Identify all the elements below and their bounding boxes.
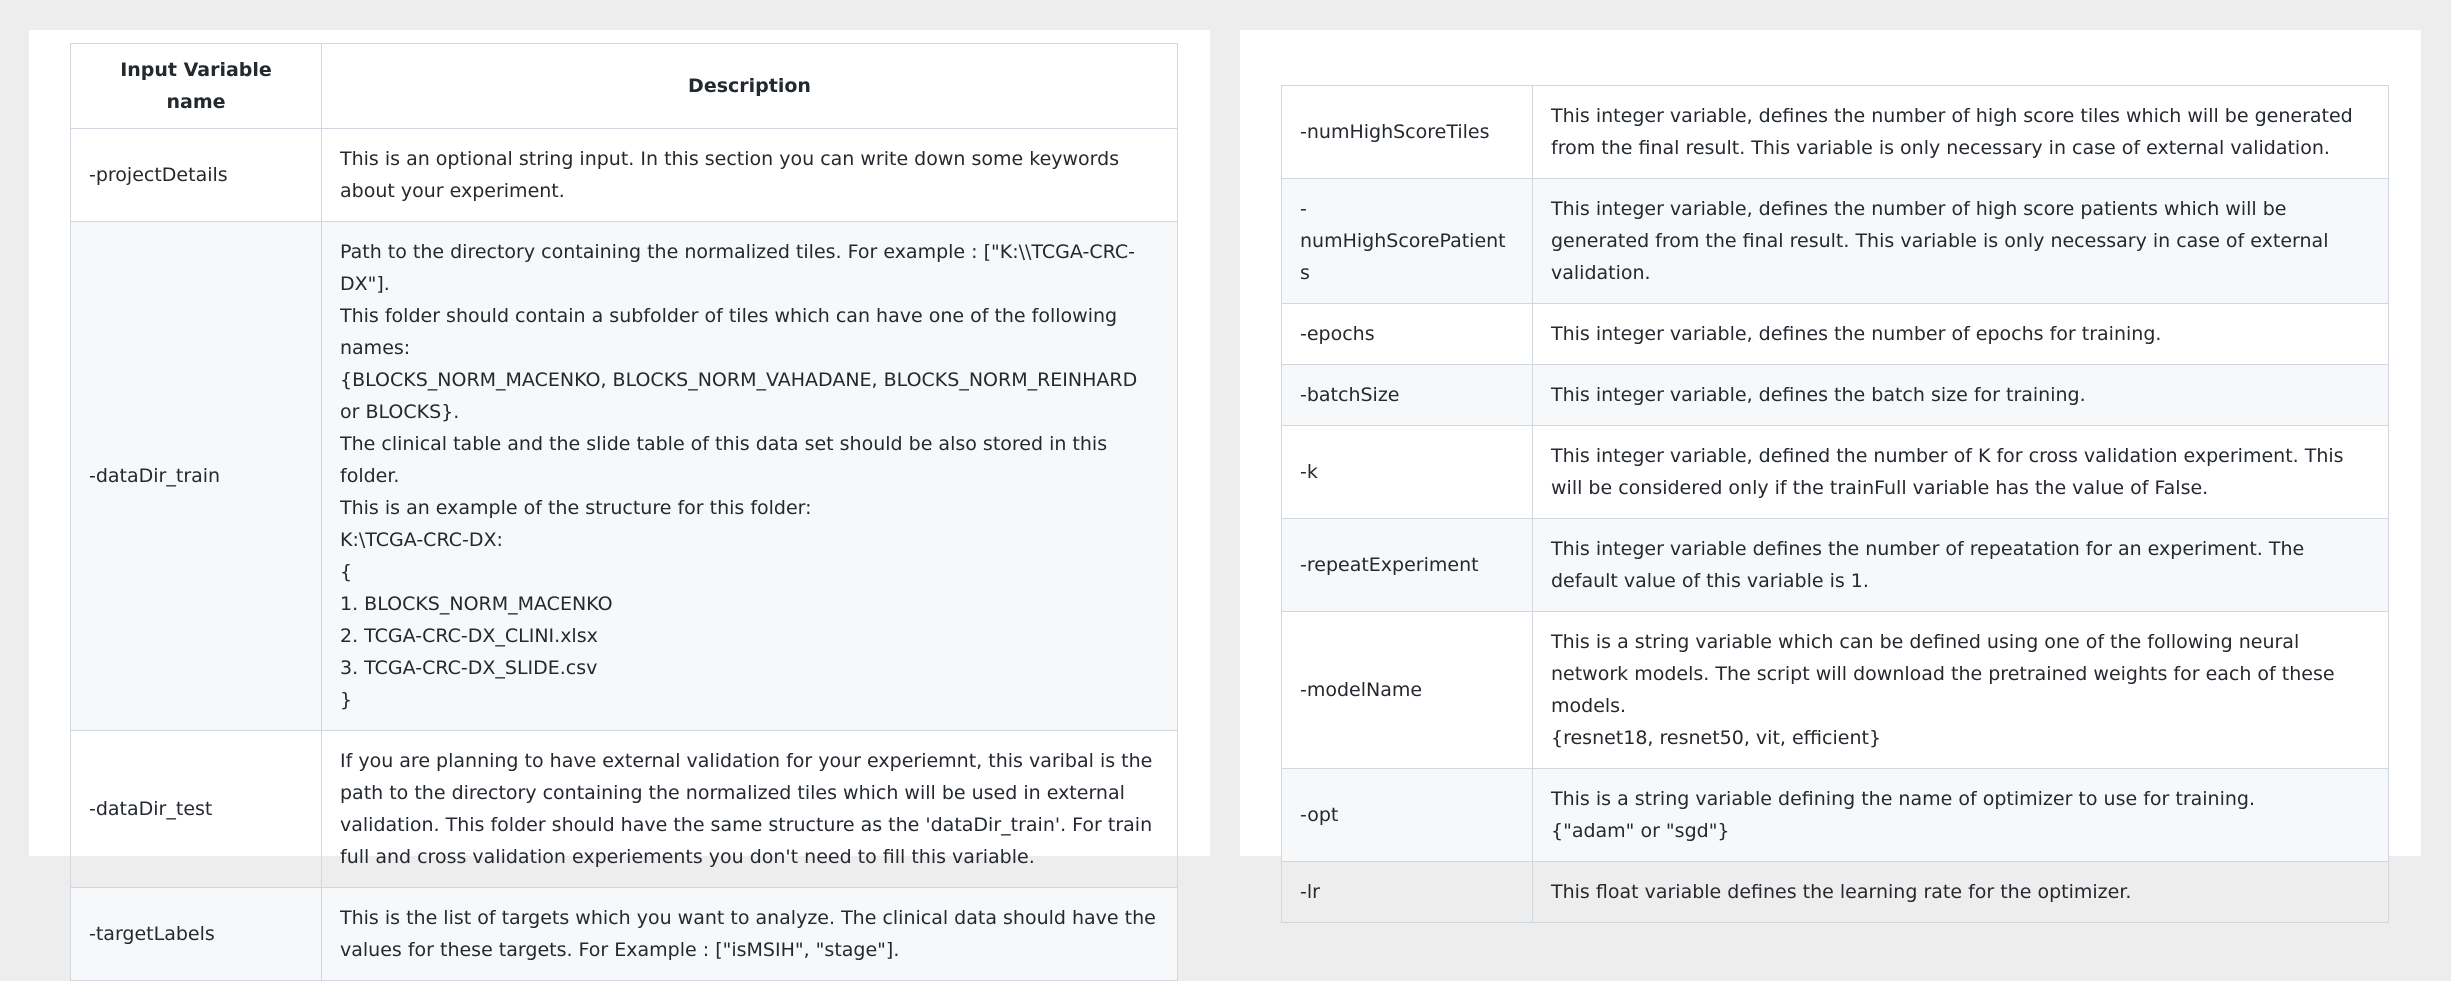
variable-name-cell: -epochs [1282, 304, 1533, 365]
table-row [71, 222, 1178, 731]
variable-name-cell: -k [1282, 426, 1533, 519]
description-line: This integer variable, defines the number of high score patients which will be generated from the final result. This variable is only necessary in case of external validation. [1551, 198, 2329, 284]
description-line: Path to the directory containing the normalized tiles. For example : ["K:\\TCGA-CRC-DX"]. [340, 241, 1135, 295]
table-row [71, 129, 1178, 222]
table-row [1282, 769, 2389, 862]
variable-name-cell: -repeatExperiment [1282, 519, 1533, 612]
variable-name-cell: -lr [1282, 862, 1533, 923]
description-cell [1533, 612, 2389, 769]
description-cell [1533, 862, 2389, 923]
header-variable-name: Input Variable name [71, 44, 322, 129]
variable-name-cell: -numHighScorePatients [1282, 179, 1533, 304]
variable-name-cell: -modelName [1282, 612, 1533, 769]
description-cell [1533, 86, 2389, 179]
description-line: This is an optional string input. In this section you can write down some keywords about your experiment. [340, 148, 1120, 202]
variable-name-cell: -targetLabels [71, 888, 322, 981]
description-cell [1533, 426, 2389, 519]
description-line: {"adam" or "sgd"} [1551, 820, 1730, 842]
description-line: This integer variable, defined the number of K for cross validation experiment. This will be considered only if the trainFull variable has the value of False. [1551, 445, 2344, 499]
table-header-row [71, 44, 1178, 129]
description-line: This integer variable, defines the number of epochs for training. [1551, 323, 2162, 345]
description-line: If you are planning to have external validation for your experiemnt, this varibal is the path to the directory containing the normalized tiles which will be used in external validation. This folder should have the same structure as the 'dataDir_train'. For train full and cross validation experiements you don't need to fill this variable. [340, 750, 1153, 868]
description-cell [322, 731, 1178, 888]
variable-name-cell: -dataDir_test [71, 731, 322, 888]
description-line: The clinical table and the slide table of this data set should be also stored in this folder. [340, 433, 1108, 487]
table-row [1282, 519, 2389, 612]
description-cell [322, 888, 1178, 981]
table-row [1282, 365, 2389, 426]
description-line: 2. TCGA-CRC-DX_CLINI.xlsx [340, 625, 598, 647]
variable-name-cell: -dataDir_train [71, 222, 322, 731]
description-cell [1533, 365, 2389, 426]
description-line: This float variable defines the learning rate for the optimizer. [1551, 881, 2132, 903]
variable-name-cell: -opt [1282, 769, 1533, 862]
description-cell [1533, 179, 2389, 304]
right-table-container [1281, 85, 2388, 903]
description-line: 3. TCGA-CRC-DX_SLIDE.csv [340, 657, 598, 679]
description-line: This integer variable, defines the batch size for training. [1551, 384, 2086, 406]
table-row [1282, 179, 2389, 304]
description-line: This is the list of targets which you want to analyze. The clinical data should have the values for these targets. For Example : ["isMSIH", "stage"]. [340, 907, 1156, 961]
header-description: Description [322, 44, 1178, 129]
description-cell [1533, 304, 2389, 365]
description-line: 1. BLOCKS_NORM_MACENKO [340, 593, 613, 615]
description-cell [322, 222, 1178, 731]
right-document-panel [1240, 30, 2421, 903]
right-parameter-table [1281, 85, 2389, 923]
description-line: {resnet18, resnet50, vit, efficient} [1551, 727, 1882, 749]
description-line: This integer variable, defines the number of high score tiles which will be generated from the final result. This variable is only necessary in case of external validation. [1551, 105, 2353, 159]
variable-name-cell: -numHighScoreTiles [1282, 86, 1533, 179]
variable-name-cell: -projectDetails [71, 129, 322, 222]
table-row [1282, 612, 2389, 769]
description-line: {BLOCKS_NORM_MACENKO, BLOCKS_NORM_VAHADANE, BLOCKS_NORM_REINHARD or BLOCKS}. [340, 369, 1138, 423]
table-row [1282, 426, 2389, 519]
left-parameter-table [70, 43, 1178, 981]
description-line: This is a string variable defining the name of optimizer to use for training. [1551, 788, 2256, 810]
table-row [71, 731, 1178, 888]
left-document-panel [29, 30, 1210, 961]
table-row [71, 888, 1178, 981]
variable-name-cell: -batchSize [1282, 365, 1533, 426]
description-line: { [340, 561, 353, 583]
description-cell [322, 129, 1178, 222]
description-cell [1533, 519, 2389, 612]
table-row [1282, 862, 2389, 923]
table-row [1282, 86, 2389, 179]
description-line: This integer variable defines the number of repeatation for an experiment. The default value of this variable is 1. [1551, 538, 2305, 592]
description-line: } [340, 689, 353, 711]
description-line: This folder should contain a subfolder of tiles which can have one of the following names: [340, 305, 1118, 359]
description-line: K:\TCGA-CRC-DX: [340, 529, 503, 551]
left-table-container [70, 43, 1177, 981]
description-cell [1533, 769, 2389, 862]
table-row [1282, 304, 2389, 365]
description-line: This is a string variable which can be defined using one of the following neural network models. The script will download the pretrained weights for each of these models. [1551, 631, 2335, 717]
description-line: This is an example of the structure for this folder: [340, 497, 812, 519]
